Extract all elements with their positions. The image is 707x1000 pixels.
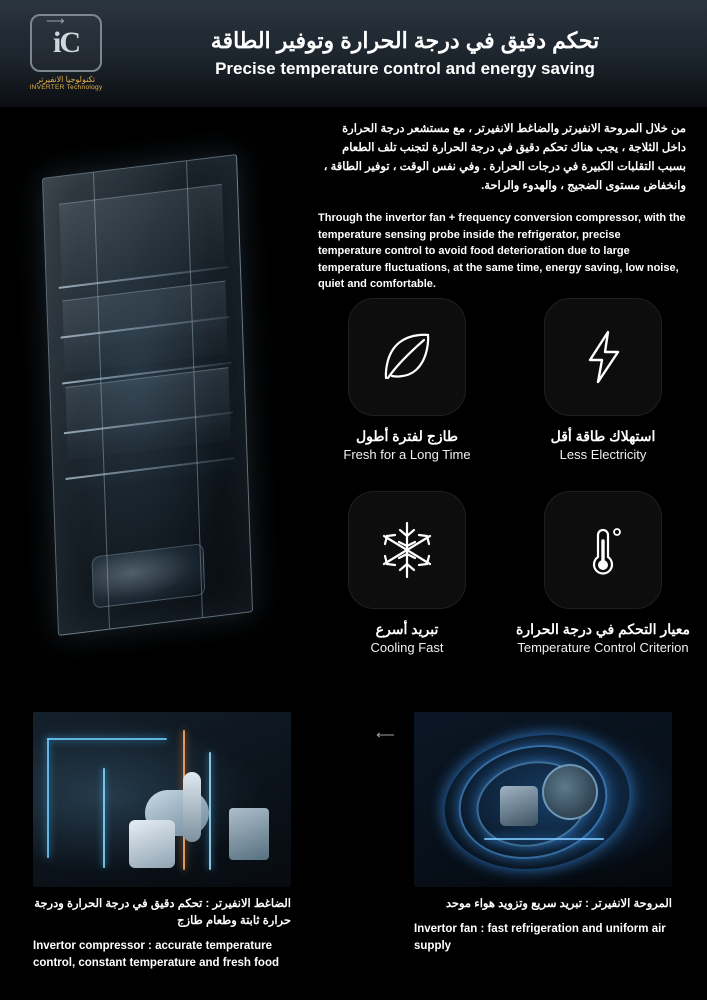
feature-tile <box>348 491 466 609</box>
header-title-group <box>120 26 690 79</box>
feature-row-1 <box>320 298 690 463</box>
description-block <box>318 120 686 293</box>
logo-frame: ⟶ ⟵ iC <box>30 14 102 72</box>
snowflake-icon <box>375 518 439 582</box>
feature-tile <box>348 298 466 416</box>
description-en: Through the invertor fan + frequency conversion compressor, with the temperature sensing probe inside the refrigerator, precise temperature control to avoid food deterioration due to large temperature fluctuations, at the same time, energy saving, low noise, quiet and comfortable. <box>318 212 686 290</box>
panel-caption-en: Invertor compressor : accurate temperature control, constant temperature and fresh food <box>33 940 279 969</box>
feature-tile <box>544 298 662 416</box>
refrigerator-illustration <box>42 154 253 636</box>
feature-label-en: Less Electricity <box>559 447 647 462</box>
feature-label-en: Fresh for a Long Time <box>343 447 471 462</box>
feature-cooling-fast <box>320 491 494 656</box>
motor-block <box>229 808 269 860</box>
invertor-fan-photo <box>414 712 672 887</box>
feature-tile <box>544 491 662 609</box>
feature-label-en: Temperature Control Criterion <box>517 640 689 655</box>
panel-invertor-compressor <box>33 712 291 972</box>
fan-blade-hub <box>542 764 598 820</box>
panel-caption-en: Invertor fan : fast refrigeration and uniform air supply <box>414 923 666 952</box>
lightning-bolt-icon <box>572 326 634 388</box>
thermometer-icon <box>572 519 634 581</box>
logo-mark: iC <box>53 26 79 59</box>
feature-row-2 <box>320 491 690 656</box>
compressor-unit <box>91 543 205 609</box>
fan-motor <box>500 786 538 826</box>
description-ar: من خلال المروحة الانفيرتر والضاغط الانفيرتر ، مع مستشعر درجة الحرارة داخل الثلاجة ، يجب هناك تحكم دقيق في درجة الحرارة لتجنب تلف الطعام بسبب التقلبات الكبيرة في درجات الحرارة . وفي نفس الوقت ، توفير الطاقة ، وانخفاض مستوى الضجيج ، والهدوء والراحة. <box>323 123 686 192</box>
feature-less-electricity <box>516 298 690 463</box>
fan-base-line <box>484 838 604 840</box>
feature-label-ar: تبريد أسرع <box>375 621 439 637</box>
piston <box>183 772 201 842</box>
invertor-compressor-photo <box>33 712 291 887</box>
arrow-right-icon: ⟶ <box>46 13 65 28</box>
refrigerator-product-image <box>20 150 310 670</box>
panel-caption-ar: الضاغط الانفيرتر : تحكم دقيق في درجة الحرارة ودرجة حرارة ثابتة وطعام طازج <box>34 898 291 927</box>
feature-label-ar: طازج لفترة أطول <box>355 428 459 444</box>
logo-caption-ar: تكنولوجيا الانفيرتر <box>36 75 96 84</box>
feature-fresh-for-a-long-time <box>320 298 494 463</box>
panel-invertor-fan <box>414 712 672 955</box>
wire-5 <box>209 752 211 870</box>
panel-caption-ar: المروحة الانفيرتر : تبريد سريع وتزويد هواء موحد <box>445 898 672 910</box>
wire-3 <box>103 768 105 868</box>
inverter-technology-logo <box>20 13 395 742</box>
page-title-ar: تحكم دقيق في درجة الحرارة وتوفير الطاقة <box>210 28 600 53</box>
feature-grid <box>320 298 690 684</box>
feature-label-ar: استهلاك طاقة أقل <box>550 428 656 444</box>
shelf-5 <box>65 458 235 481</box>
wire-2 <box>47 738 167 740</box>
page-title-en: Precise temperature control and energy saving <box>215 59 595 78</box>
feature-label-ar: معيار التحكم في درجة الحرارة <box>516 621 690 637</box>
logo-caption-en: INVERTER Technology <box>29 84 103 91</box>
feature-temperature-control-criterion <box>516 491 690 656</box>
compressor-box <box>129 820 175 868</box>
leaf-icon <box>376 326 438 388</box>
feature-label-en: Cooling Fast <box>370 640 444 655</box>
wire-1 <box>47 738 49 858</box>
